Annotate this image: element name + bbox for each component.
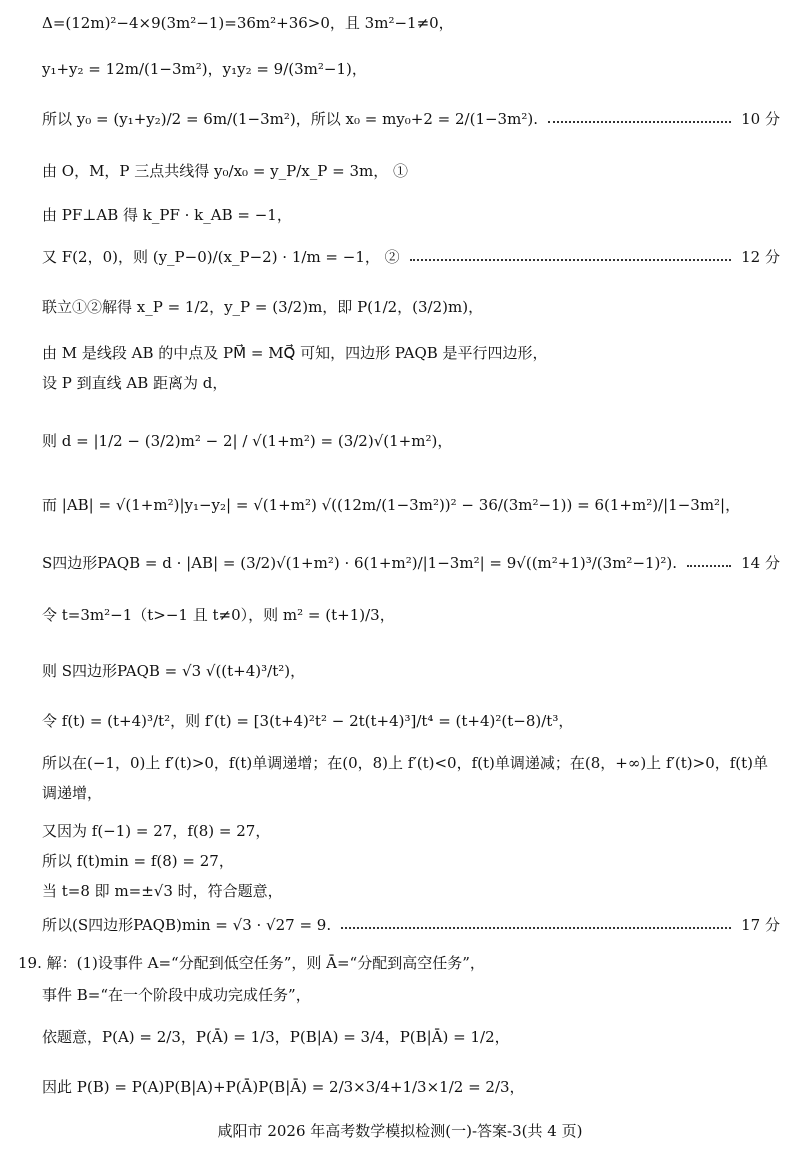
line-13-text: 令 t=3m²−1（t>−1 且 t≠0），则 m² = (t+1)/3， [42, 606, 395, 624]
line-8 [42, 342, 780, 363]
line-7 [42, 296, 780, 317]
line-8-text: 由 M 是线段 AB 的中点及 PM⃗ = MQ⃗ 可知，四边形 PAQB 是平行四边形， [42, 344, 548, 362]
line-12-text: S四边形PAQB = d · |AB| = (3/2)√(1+m²) · 6(1+m²)/|1−3m²| = 9√((m²+1)³/(3m²−1)²). [42, 554, 678, 572]
score-17: 17 分 [741, 916, 780, 934]
line-16 [42, 748, 780, 808]
line-19 [42, 880, 780, 901]
line-22 [42, 984, 780, 1005]
line-21-text: 19. 解：(1)设事件 A=“分配到低空任务”，则 Ā=“分配到高空任务”， [18, 954, 485, 972]
line-24-text: 因此 P(B) = P(A)P(B|A)+P(Ā)P(B|Ā) = 2/3×3/4+1/3×1/2 = 2/3， [42, 1078, 525, 1096]
line-3-text: 所以 y₀ = (y₁+y₂)/2 = 6m/(1−3m²)，所以 x₀ = my₀+2 = 2/(1−3m²). [42, 110, 538, 128]
line-15 [42, 710, 780, 731]
line-11-text: 而 |AB| = √(1+m²)|y₁−y₂| = √(1+m²) √((12m/(1−3m²))² − 36/(3m²−1)) = 6(1+m²)/|1−3m²|， [42, 496, 741, 514]
line-1 [42, 12, 780, 33]
line-10 [42, 430, 780, 451]
line-15-text: 令 f(t) = (t+4)³/t²，则 f′(t) = [3(t+4)²t² − 2t(t+4)³]/t⁴ = (t+4)²(t−8)/t³， [42, 712, 574, 730]
line-24 [42, 1076, 780, 1097]
line-9 [42, 372, 780, 393]
line-18 [42, 850, 780, 871]
line-5-text: 由 PF⊥AB 得 k_PF · k_AB = −1， [42, 206, 292, 224]
line-20 [42, 914, 780, 935]
leader-dots [687, 565, 731, 567]
line-2 [42, 58, 780, 79]
line-22-text: 事件 B=“在一个阶段中成功完成任务”， [42, 986, 311, 1004]
line-4 [42, 160, 780, 181]
page-footer: 咸阳市 2026 年高考数学模拟检测(一)-答案-3(共 4 页) [217, 1122, 583, 1140]
leader-dots [410, 259, 731, 261]
line-11 [42, 494, 780, 515]
line-23-text: 依题意，P(A) = 2/3，P(Ā) = 1/3，P(B|A) = 3/4，P(B|Ā) = 1/2， [42, 1028, 510, 1046]
line-1-text: Δ=(12m)²−4×9(3m²−1)=36m²+36>0，且 3m²−1≠0， [42, 14, 454, 32]
line-13 [42, 604, 780, 625]
line-6 [42, 246, 780, 267]
line-20-text: 所以(S四边形PAQB)min = √3 · √27 = 9. [42, 916, 332, 934]
leader-dots [548, 121, 731, 123]
score-14: 14 分 [741, 554, 780, 572]
line-14-text: 则 S四边形PAQB = √3 √((t+4)³/t²)， [42, 662, 306, 680]
line-9-text: 设 P 到直线 AB 距离为 d， [42, 374, 228, 392]
line-3 [42, 108, 780, 129]
line-7-text: 联立①②解得 x_P = 1/2，y_P = (3/2)m，即 P(1/2，(3/2)m)， [42, 298, 484, 316]
line-21 [18, 952, 780, 973]
line-5 [42, 204, 780, 225]
line-14 [42, 660, 780, 681]
line-4-text: 由 O，M，P 三点共线得 y₀/x₀ = y_P/x_P = 3m， ① [42, 162, 408, 180]
line-2-text: y₁+y₂ = 12m/(1−3m²)，y₁y₂ = 9/(3m²−1)， [42, 60, 367, 78]
line-18-text: 所以 f(t)min = f(8) = 27， [42, 852, 234, 870]
line-6-text: 又 F(2，0)，则 (y_P−0)/(x_P−2) · 1/m = −1， ② [42, 248, 400, 266]
leader-dots [341, 927, 731, 929]
line-23 [42, 1026, 780, 1047]
line-12 [42, 552, 780, 573]
line-17-text: 又因为 f(−1) = 27，f(8) = 27， [42, 822, 271, 840]
line-17 [42, 820, 780, 841]
score-10: 10 分 [741, 110, 780, 128]
line-10-text: 则 d = |1/2 − (3/2)m² − 2| / √(1+m²) = (3/2)√(1+m²)， [42, 432, 453, 450]
line-16-text: 所以在(−1，0)上 f′(t)>0，f(t)单调递增；在(0，8)上 f′(t)<0，f(t)单调递减；在(8，+∞)上 f′(t)>0，f(t)单调递增， [42, 754, 769, 802]
score-12: 12 分 [741, 248, 780, 266]
line-19-text: 当 t=8 即 m=±√3 时，符合题意， [42, 882, 283, 900]
